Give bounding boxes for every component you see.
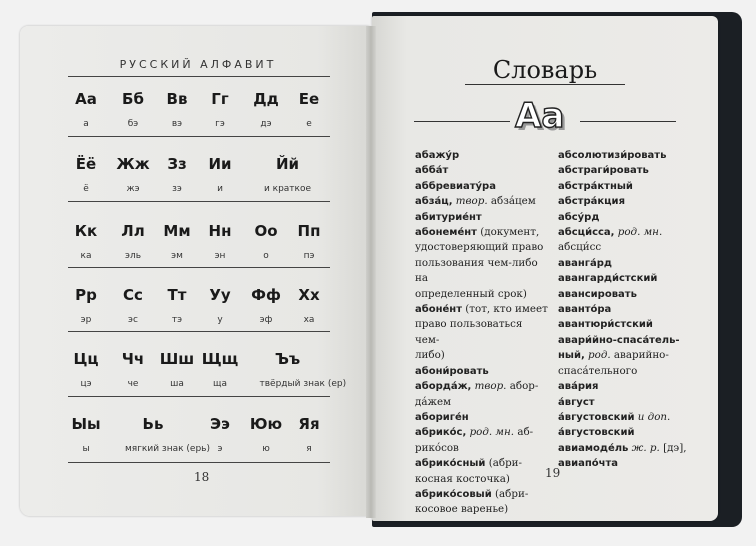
headword: ный,	[558, 350, 585, 362]
alphabet-divider-rule	[68, 462, 330, 463]
page-number-left: 18	[194, 470, 210, 484]
entry-line	[415, 179, 549, 194]
grammar-note: род. мн.	[617, 226, 663, 239]
entry-line	[558, 348, 708, 363]
section-letter-heading: Аа	[515, 96, 565, 136]
entry-line	[415, 348, 549, 363]
alphabet-letter-name: ы	[82, 444, 90, 454]
entry-gloss: либо)	[415, 349, 445, 362]
alphabet-letter-name: че	[127, 379, 139, 389]
alphabet-letter-name: и	[217, 184, 223, 194]
entry-gloss: (документ,	[480, 226, 540, 239]
alphabet-letter: Ьь	[142, 415, 164, 433]
entry-line	[415, 441, 549, 456]
alphabet-letter-name: о	[263, 251, 269, 261]
alphabet-letter-name: ша	[170, 379, 184, 389]
entry-line	[415, 410, 549, 425]
entry-line	[558, 425, 708, 440]
alphabet-letter: Аа	[75, 90, 97, 108]
entry-line	[415, 364, 549, 379]
headword: абсолютизи́ровать	[558, 150, 667, 161]
dictionary-entry	[558, 225, 708, 256]
alphabet-letter: Ёё	[75, 155, 97, 173]
title-underline	[465, 84, 625, 85]
headword: абрико́с,	[415, 427, 467, 439]
entry-line	[558, 302, 708, 317]
dictionary-entry	[415, 225, 549, 302]
headword: аванто́ра	[558, 304, 612, 316]
alphabet-divider-rule	[68, 201, 330, 202]
section-rule-right	[580, 121, 676, 122]
entry-line	[415, 225, 549, 240]
alphabet-letter-name: я	[306, 444, 312, 454]
dictionary-entry	[558, 210, 708, 225]
dictionary-entry	[558, 271, 708, 286]
entry-gloss: аб-	[517, 426, 534, 439]
alphabet-letter-name: эр	[80, 315, 92, 325]
dictionary-entry	[558, 179, 708, 194]
headword: абстраги́ровать	[558, 165, 649, 177]
alphabet-letter-name: ю	[262, 444, 270, 454]
alphabet-letter: Цц	[73, 350, 99, 368]
grammar-note: род. мн.	[469, 426, 515, 439]
grammar-note: твор.	[455, 195, 488, 208]
entry-line	[415, 472, 549, 487]
entry-line	[558, 256, 708, 271]
alphabet-letter-name: ха	[303, 315, 315, 325]
alphabet-letter-name: эс	[128, 315, 138, 325]
alphabet-divider-rule	[68, 136, 330, 137]
alphabet-title: РУССКИЙ АЛФАВИТ	[119, 58, 277, 71]
entry-gloss: да́жем	[415, 395, 452, 408]
entry-gloss: аварийно-	[613, 349, 669, 362]
alphabet-letter-name: твёрдый знак (ер)	[259, 379, 347, 389]
alphabet-cell	[259, 350, 347, 389]
alphabet-letter-name: эль	[125, 251, 141, 261]
entry-gloss: право пользоваться чем-	[415, 318, 523, 346]
dictionary-entry	[415, 148, 549, 163]
dictionary-entry	[558, 379, 708, 394]
alphabet-letter-name: а	[83, 119, 89, 129]
entry-line	[558, 456, 708, 471]
headword: абориге́н	[415, 411, 469, 423]
alphabet-letter-name: эм	[171, 251, 183, 261]
headword: абсци́сса,	[558, 227, 615, 239]
dictionary-entry	[415, 179, 549, 194]
headword: аббревиату́ра	[415, 180, 496, 192]
alphabet-letter-name: ё	[83, 184, 89, 194]
entry-gloss: (абри-	[495, 487, 529, 500]
alphabet-letter: Пп	[297, 222, 321, 240]
dictionary-entry	[558, 163, 708, 178]
alphabet-letter-name: и краткое	[263, 184, 312, 194]
dictionary-column-right	[558, 148, 708, 472]
alphabet-letter-name: эф	[259, 315, 273, 325]
headword: абоне́нт	[415, 304, 462, 316]
alphabet-cell	[281, 222, 337, 261]
entry-line	[558, 441, 708, 456]
alphabet-letter-name: е	[306, 119, 312, 129]
alphabet-letter: Мм	[163, 222, 191, 240]
dictionary-entry	[558, 256, 708, 271]
dictionary-entry	[558, 456, 708, 471]
entry-line	[558, 210, 708, 225]
section-rule-left	[414, 121, 510, 122]
alphabet-letter: Лл	[121, 222, 145, 240]
alphabet-letter-name: ща	[213, 379, 227, 389]
entry-gloss: абор-	[509, 380, 539, 393]
alphabet-cell	[281, 415, 337, 454]
headword: абитурие́нт	[415, 211, 482, 223]
alphabet-cell	[260, 155, 316, 194]
alphabet-letter-name: мягкий знак (ерь)	[125, 444, 210, 454]
entry-gloss: рико́сов	[415, 441, 459, 454]
entry-line	[558, 364, 708, 379]
headword: авиапо́чта	[558, 458, 619, 470]
entry-gloss: (тот, кто имеет	[465, 303, 548, 316]
entry-line	[558, 410, 708, 425]
alphabet-letter-name: зэ	[172, 184, 182, 194]
headword: ава́рия	[558, 381, 599, 393]
dictionary-entry	[558, 425, 708, 440]
headword: авансировать	[558, 288, 637, 300]
dictionary-column-left	[415, 148, 549, 518]
headword: абстра́кция	[558, 196, 625, 208]
entry-line	[558, 163, 708, 178]
entry-line	[415, 194, 549, 209]
alphabet-letter: Кк	[74, 222, 98, 240]
headword: а́вгуст	[558, 396, 595, 408]
dictionary-title: Словарь	[492, 56, 598, 84]
entry-line	[415, 302, 549, 317]
headword: абба́т	[415, 165, 449, 177]
dictionary-entry	[558, 333, 708, 379]
entry-gloss: [дэ],	[663, 441, 687, 454]
alphabet-letter: Ъъ	[274, 350, 301, 368]
headword: абони́ровать	[415, 365, 489, 377]
alphabet-letter: Оо	[254, 222, 278, 240]
alphabet-cell	[125, 415, 210, 454]
entry-line	[415, 456, 549, 471]
dictionary-entry	[558, 441, 708, 456]
grammar-note: род.	[588, 349, 611, 362]
alphabet-divider-rule	[68, 396, 330, 397]
headword: авиамоде́ль	[558, 442, 629, 454]
headword: аванга́рд	[558, 257, 612, 269]
dictionary-entry	[415, 194, 549, 209]
alphabet-cell	[281, 90, 337, 129]
alphabet-letter: Ее	[298, 90, 320, 108]
grammar-note: и доп.	[637, 410, 671, 423]
alphabet-cell	[58, 415, 114, 454]
alphabet-divider-rule	[68, 267, 330, 268]
alphabet-letter: Жж	[116, 155, 150, 173]
alphabet-letter-name: э	[217, 444, 223, 454]
alphabet-letter: Ээ	[210, 415, 230, 433]
alphabet-letter-name: тэ	[171, 315, 183, 325]
alphabet-letter: Фф	[251, 286, 281, 304]
dictionary-entry	[558, 148, 708, 163]
alphabet-cell	[281, 286, 337, 325]
alphabet-cell	[192, 350, 248, 389]
dictionary-entry	[558, 395, 708, 410]
dictionary-entry	[558, 302, 708, 317]
headword: абсу́рд	[558, 211, 600, 223]
entry-line	[558, 379, 708, 394]
alphabet-letter-name: цэ	[80, 379, 92, 389]
entry-line	[415, 148, 549, 163]
entry-line	[558, 225, 708, 240]
grammar-note: твор.	[474, 380, 507, 393]
dictionary-entry	[415, 210, 549, 225]
dictionary-entry	[558, 317, 708, 332]
headword: а́вгустовский	[558, 411, 635, 423]
dictionary-entry	[415, 456, 549, 487]
alphabet-letter-name: дэ	[260, 119, 272, 129]
alphabet-letter-name: у	[217, 315, 223, 325]
alphabet-letter: Яя	[298, 415, 320, 433]
alphabet-letter: Щщ	[201, 350, 239, 368]
alphabet-divider-rule	[68, 331, 330, 332]
alphabet-letter-name: пэ	[303, 251, 315, 261]
entry-line	[415, 502, 549, 517]
entry-line	[558, 287, 708, 302]
headword: аборда́ж,	[415, 381, 472, 393]
entry-line	[558, 271, 708, 286]
alphabet-letter: Чч	[121, 350, 145, 368]
headword: авантюри́стский	[558, 319, 653, 331]
alphabet-letter: Гг	[211, 90, 229, 108]
entry-line	[415, 379, 549, 394]
alphabet-letter: Дд	[253, 90, 279, 108]
dictionary-entry	[558, 410, 708, 425]
dictionary-entry	[558, 194, 708, 209]
headword: абрико́сный	[415, 458, 486, 470]
entry-line	[558, 148, 708, 163]
entry-gloss: (абри-	[488, 457, 523, 470]
dictionary-entry	[415, 425, 549, 456]
alphabet-letter-name: эн	[214, 251, 226, 261]
dictionary-entry	[415, 379, 549, 410]
alphabet-letter: Нн	[208, 222, 232, 240]
entry-line	[415, 317, 549, 348]
alphabet-letter: Бб	[122, 90, 144, 108]
headword: абза́ц,	[415, 196, 453, 208]
alphabet-letter-name: ка	[80, 251, 92, 261]
alphabet-letter: Йй	[275, 155, 300, 173]
alphabet-letter: Зз	[167, 155, 187, 173]
dictionary-entry	[415, 364, 549, 379]
entry-line	[415, 487, 549, 502]
alphabet-letter: Ии	[208, 155, 232, 173]
entry-gloss: абза́цем	[490, 195, 536, 208]
entry-gloss: спаса́тельного	[558, 364, 638, 377]
entry-line	[415, 240, 549, 255]
alphabet-letter-name: гэ	[215, 119, 225, 129]
entry-line	[558, 333, 708, 348]
alphabet-letter: Тт	[167, 286, 187, 304]
headword: абрико́совый	[415, 488, 492, 500]
alphabet-letter: Вв	[166, 90, 188, 108]
alphabet-letter: Хх	[298, 286, 320, 304]
entry-line	[415, 163, 549, 178]
book-spine-gutter	[366, 26, 376, 518]
alphabet-cell	[192, 155, 248, 194]
entry-gloss: косная косточка)	[415, 472, 510, 485]
dictionary-entry	[415, 302, 549, 364]
alphabet-letter: Сс	[123, 286, 143, 304]
alphabet-letter-name: бэ	[127, 119, 139, 129]
alphabet-letter: Юю	[249, 415, 283, 433]
entry-gloss: косовое варенье)	[415, 503, 509, 516]
alphabet-letter: Рр	[75, 286, 97, 304]
entry-line	[415, 210, 549, 225]
alphabet-letter-name: вэ	[171, 119, 183, 129]
headword: авари́йно-спаса́тель-	[558, 334, 680, 346]
alphabet-divider-rule	[68, 76, 330, 77]
headword: авангарди́стский	[558, 273, 658, 285]
dictionary-entry	[558, 287, 708, 302]
alphabet-letter: Ыы	[71, 415, 101, 433]
entry-gloss: абсци́сс	[558, 241, 602, 254]
entry-gloss: пользования чем-либо на	[415, 256, 538, 285]
headword: абстра́ктный	[558, 180, 633, 192]
entry-line	[415, 256, 549, 287]
page-number-right: 19	[545, 466, 561, 480]
alphabet-letter: Уу	[209, 286, 231, 304]
entry-line	[415, 287, 549, 302]
entry-line	[558, 240, 708, 255]
headword: абонеме́нт	[415, 227, 477, 239]
dictionary-entry	[415, 163, 549, 178]
entry-line	[558, 395, 708, 410]
entry-gloss: удостоверяющий право	[415, 241, 544, 254]
headword: а́вгустовский	[558, 427, 635, 439]
entry-line	[415, 425, 549, 440]
entry-line	[415, 395, 549, 410]
dictionary-entry	[415, 410, 549, 425]
alphabet-letter: Шш	[159, 350, 195, 368]
entry-line	[558, 317, 708, 332]
entry-line	[558, 179, 708, 194]
headword: абажу́р	[415, 150, 460, 161]
entry-gloss: определенный срок)	[415, 287, 527, 300]
alphabet-letter-name: жэ	[126, 184, 140, 194]
grammar-note: ж. р.	[631, 441, 660, 454]
entry-line	[558, 194, 708, 209]
dictionary-entry	[415, 487, 549, 518]
